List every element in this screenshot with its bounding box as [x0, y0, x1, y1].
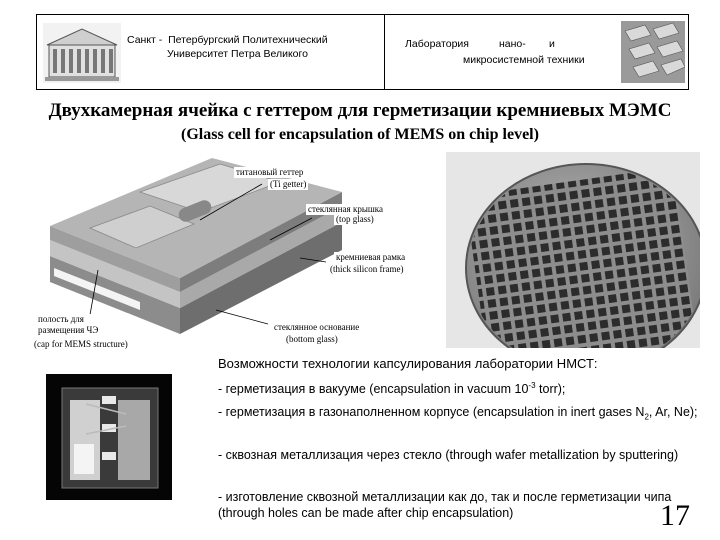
feature-vacuum-text: - герметизация в вакууме (encapsulation in vacuum 10 — [218, 382, 529, 397]
university-name-line2: Университет Петра Великого — [167, 48, 308, 60]
header-divider — [384, 15, 385, 89]
feature-gas-text: - герметизация в газонаполненном корпусе (encapsulation in inert gases N — [218, 405, 645, 419]
slide-title-english: (Glass cell for encapsulation of MEMS on chip level) — [181, 126, 539, 143]
feature-vacuum-unit: torr); — [535, 382, 566, 397]
label-bottom-glass-en: (bottom glass) — [286, 334, 338, 344]
lab-name-word1: Лаборатория — [405, 38, 469, 50]
label-bottom-glass-ru: стеклянное основание — [274, 322, 360, 332]
label-top-glass-en: (top glass) — [336, 214, 374, 224]
encapsulated-chip-photo — [46, 374, 172, 500]
feature-through-holes: - изготовление сквозной металлизации как до, так и после герметизации чипа (through holes can be made after chip encapsulation) — [218, 490, 672, 520]
feature-gas-subscript: 2 — [644, 412, 649, 422]
feature-gas-list: , Ar, Ne); — [648, 405, 698, 419]
lab-name-word3: и — [549, 38, 555, 50]
lab-name-line2: микросистемной техники — [463, 54, 585, 66]
feature-vacuum-encapsulation — [218, 378, 702, 397]
university-name-line1: Санкт - Петербургский Политехнический — [127, 34, 328, 46]
feature-vacuum-exponent: -3 — [528, 381, 536, 390]
slide-title-russian: Двухкамерная ячейка с геттером для герметизации кремниевых МЭМС — [48, 100, 672, 121]
feature-through-metallization: - сквозная металлизация через стекло (through wafer metallization by sputtering) — [218, 448, 679, 462]
wafer-photo — [446, 152, 700, 348]
university-building-logo — [43, 23, 121, 83]
label-cavity-ru: полость для размещения ЧЭ — [36, 314, 120, 336]
label-ti-getter-ru: титановый геттер — [236, 167, 304, 177]
label-silicon-frame-en: (thick silicon frame) — [330, 264, 404, 274]
chip-thumbnail-image — [621, 21, 685, 83]
header-banner — [36, 14, 689, 90]
label-silicon-frame-ru: кремниевая рамка — [336, 252, 406, 262]
lab-name-word2: нано- — [499, 38, 526, 50]
label-cavity-en: (cap for MEMS structure) — [34, 339, 128, 349]
label-ti-getter-en: (Ti getter) — [270, 179, 307, 189]
feature-gas-encapsulation — [218, 404, 702, 426]
page-number: 17 — [660, 499, 690, 532]
features-title: Возможности технологии капсулирования лаборатории НМСТ: — [218, 356, 598, 371]
label-top-glass-ru: стеклянная крышка — [308, 204, 384, 214]
